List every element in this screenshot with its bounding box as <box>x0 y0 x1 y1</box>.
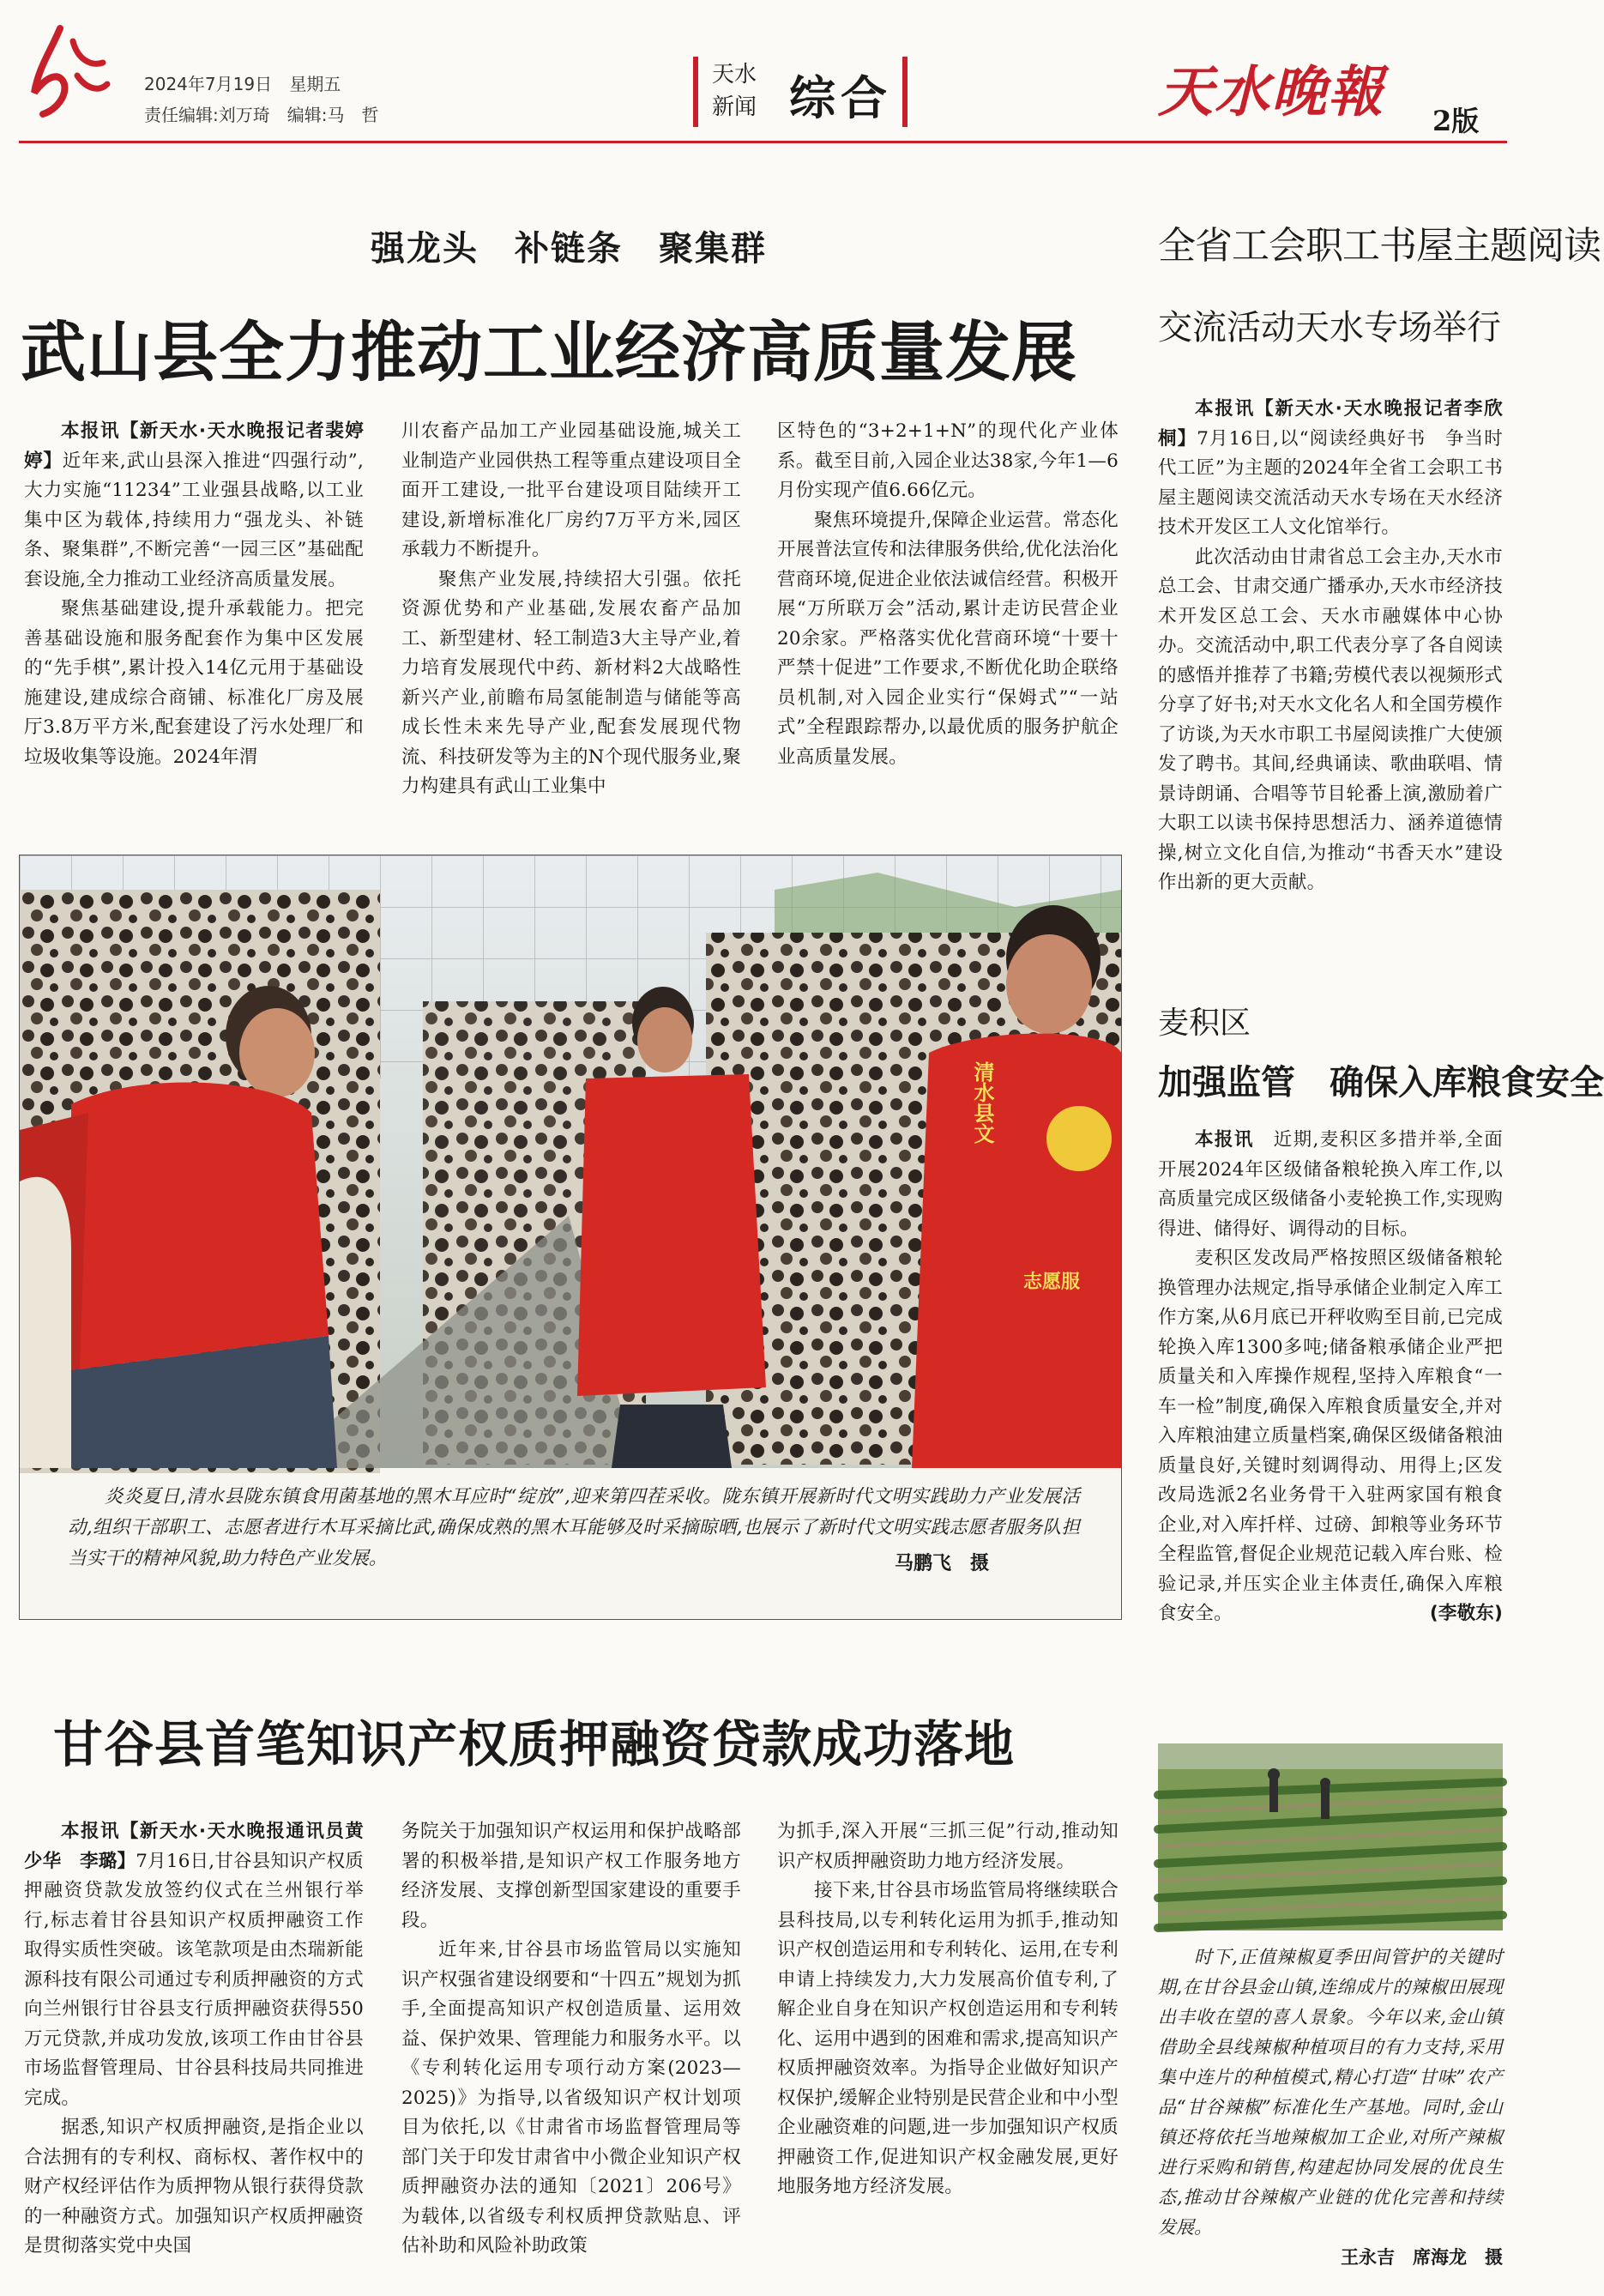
grain-section-label: 麦积区 <box>1158 1006 1251 1041</box>
reading-body <box>1158 395 1503 898</box>
reading-headline-line2: 交流活动天水专场举行 <box>1158 308 1501 347</box>
paragraph: 接下来,甘谷县市场监管局将继续联合县科技局,以专利转化运用为抓手,推动知识产权创造运用和专利转化、运用,在专利申请上持续发力,大力发展高价值专利,了解企业自身在知识产权创造运用和专利转化、运用中遇到的困难和需求,提高知识产权质押融资效率。为指导企业做好知识产权保护,缓解企业特别是民营企业和中小型企业融资难的问题,进一步加强知识产权质押融资工作,促进知识产权金融发展,更好地服务地方经济发展。 <box>777 1880 1119 2197</box>
vest-label-center: 清水县文 <box>970 1061 995 1144</box>
paragraph: 聚焦产业发展,持续招大引强。依托资源优势和产业基础,发展农畜产品加工、新型建材、轻工制造3大主导产业,着力培育发展现代中药、新材料2大战略性新兴产业,前瞻布局氢能制造与储能等高成长性未来先导产业,配套发展现代物流、科技研发等为主的N个现代服务业,聚力构建具有武山工业集中 <box>401 568 741 797</box>
paragraph: 7月16日,甘谷县知识产权质押融资贷款发放签约仪式在兰州银行举行,标志着甘谷县知识产权质押融资工作取得实质性突破。该笔款项是由杰瑞新能源科技有限公司通过专利质押融资的方式向兰州银行甘谷县支行质押融资获得550万元贷款,并成功发放,该项工作由甘谷县市场监督管理局、甘谷县科技局共同推进完成。 <box>24 1850 364 2109</box>
paragraph: 此次活动由甘肃省总工会主办,天水市总工会、甘肃交通广播承办,天水市经济技术开发区总工会、天水市融媒体中心协办。交流活动中,职工代表分享了各自阅读的感悟并推荐了书籍;劳模代表以视频形式分享了好书;对天水文化名人和全国劳模作了访谈,为天水市职工书屋阅读推广大使颁发了聘书。其间,经典诵读、歌曲联唱、情景诗朗诵、合唱等节目轮番上演,激励着广大职工以读书保持思想活力、涵养道德情操,树立文化自信,为推动“书香天水”建设作出新的更大贡献。 <box>1158 546 1503 893</box>
reading-headline-line1: 全省工会职工书屋主题阅读 <box>1158 224 1601 268</box>
section-name: 综合 <box>789 70 892 125</box>
paragraph: 务院关于加强知识产权运用和保护战略部署的积极举措,是知识产权工作服务地方经济发展、支撑创新型国家建设的重要手段。 <box>401 1821 741 1931</box>
issue-date <box>144 70 341 95</box>
page-number: 2版 <box>1432 105 1480 137</box>
ip-col-3 <box>777 1817 1119 2202</box>
section-tag-bar-right <box>902 57 908 127</box>
paragraph: 7月16日,以“阅读经典好书 争当时代工匠”为主题的2024年全省工会职工书屋主题阅读交流活动天水专场在天水经济技术开发区工人文化馆举行。 <box>1158 427 1503 538</box>
section-tag-bar-left <box>693 57 698 127</box>
grain-author: (李敬东) <box>1429 1603 1503 1624</box>
photo-block-fungus <box>19 855 1122 1620</box>
pepper-credit: 王永吉 席海龙 摄 <box>1341 2247 1503 2268</box>
masthead <box>0 0 1526 146</box>
article-kicker: 强龙头 补链条 聚集群 <box>371 228 767 269</box>
date-text: 2024年7月19日 <box>144 74 273 94</box>
pepper-field-photo <box>1158 1743 1503 1930</box>
grain-body <box>1158 1126 1503 1629</box>
ip-col-2 <box>401 1817 741 2262</box>
paragraph: 麦积区发改局严格按照区级储备粮轮换管理办法规定,指导承储企业制定入库工作方案,从6月底已开秤收购至目前,已完成轮换入库1300多吨;储备粮承储企业严把质量关和入库操作规程,坚持入库粮食“一车一检”制度,确保入库粮食质量安全,并对入库粮油建立质量档案,确保区级储备粮油质量良好,关键时刻调得动、用得上;区发改局选派2名业务骨干入驻两家国有粮食企业,对入库扦样、过磅、卸粮等业务环节全程监管,督促企业规范记载入库台账、检验记录,并压实企业主体责任,确保入库粮食安全。 <box>1158 1248 1503 1624</box>
paragraph: 近期,麦积区多措并举,全面开展2024年区级储备粮轮换入库工作,以高质量完成区级储备小麦轮换工作,实现购得进、储得好、调得动的目标。 <box>1158 1129 1503 1240</box>
paragraph: 近年来,武山县深入推进“四强行动”,大力实施“11234”工业强县战略,以工业集中区为载体,持续用力“强龙头、补链条、聚集群”,不断完善“一园三区”基础配套设施,全力推动工业经济高质量发展。 <box>24 450 364 590</box>
section-tag <box>712 58 757 124</box>
paragraph: 据悉,知识产权质押融资,是指企业以合法拥有的专利权、商标权、著作权中的财产权经评估作为质押物从银行获得贷款的一种融资方式。加强知识产权质押融资是贯彻落实党中央国 <box>24 2117 364 2257</box>
right-column <box>1149 154 1604 2296</box>
reading-byline: 本报讯【新天水·天水晚报记者李欣桐】 <box>1158 398 1503 450</box>
ip-col-1 <box>24 1817 364 2262</box>
editors-line: 责任编辑:刘万琦 编辑:马 哲 <box>144 105 379 125</box>
article-ip <box>19 1682 1134 2296</box>
paragraph: 聚焦基础建设,提升承载能力。把完善基础设施和服务配套作为集中区发展的“先手棋”,累计投入14亿元用于基础设施建设,建成综合商铺、标准化厂房及展厅3.8万平方米,配套建设了污水处理厂和垃圾收集等设施。2024年渭 <box>24 598 364 768</box>
pepper-caption <box>1158 1943 1503 2273</box>
section-tag-line1: 天水 <box>712 62 757 88</box>
weekday-text: 星期五 <box>289 74 341 94</box>
paper-name: 天水晚報 <box>1158 60 1384 124</box>
section-tag-line2: 新闻 <box>712 94 757 120</box>
article-wushan <box>19 154 1134 841</box>
caption-text: 时下,正值辣椒夏季田间管护的关键时期,在甘谷县金山镇,连绵成片的辣椒田展现出丰收在望的喜人景象。今年以来,金山镇借助全县线辣椒种植项目的有力支持,采用集中连片的种植模式,精心打造“甘味”农产品“甘谷辣椒”标准化生产基地。同时,金山镇还将依托当地辣椒加工企业,对所产辣椒进行采购和销售,构建起协同发展的优良生态,推动甘谷辣椒产业链的优化完善和持续发展。 <box>1158 1947 1503 2238</box>
photo-block-pepper <box>1158 1743 1503 2293</box>
paragraph: 川农畜产品加工产业园基础设施,城关工业制造产业园供热工程等重点建设项目全面开工建设,一批平台建设项目陆续开工建设,新增标准化厂房约7万平方米,园区承载力不断提升。 <box>401 420 741 560</box>
fungus-photo <box>20 855 1121 1468</box>
ip-byline: 本报讯【新天水·天水晚报通讯员黄少华 李璐】 <box>24 1821 364 1872</box>
caption-text: 炎炎夏日,清水县陇东镇食用菌基地的黑木耳应时“绽放”,迎来第四茬采收。陇东镇开展新时代文明实践助力产业发展活动,组织干部职工、志愿者进行木耳采摘比武,确保成熟的黑木耳能够及时采摘晾晒,也展示了新时代文明实践志愿者服务队担当实干的精神风貌,助力特色产业发展。 <box>68 1486 1080 1569</box>
vest-label-bottom: 志愿服 <box>1023 1271 1081 1293</box>
article-byline: 本报讯【新天水·天水晚报记者裴婷婷】 <box>24 420 364 472</box>
paragraph: 为抓手,深入开展“三抓三促”行动,推动知识产权质押融资助力地方经济发展。 <box>777 1821 1119 1872</box>
logo-icon <box>26 24 112 118</box>
paragraph: 聚焦环境提升,保障企业运营。常态化开展普法宣传和法律服务供给,优化法治化营商环境,促进企业依法诚信经营。积极开展“万所联万会”活动,累计走访民营企业20余家。严格落实优化营商环境“十要十严禁十促进”工作要求,不断优化助企联络员机制,对入园企业实行“保姆式”“一站式”全程跟踪帮办,以最优质的服务护航企业高质量发展。 <box>777 509 1119 768</box>
grain-byline: 本报讯 <box>1195 1129 1254 1151</box>
ip-headline: 甘谷县首笔知识产权质押融资贷款成功落地 <box>53 1715 1016 1773</box>
wushan-col-2 <box>401 417 741 802</box>
article-headline: 武山县全力推动工业经济高质量发展 <box>21 314 1077 390</box>
wushan-col-1 <box>24 417 364 772</box>
wushan-col-3 <box>777 417 1119 772</box>
masthead-rule <box>19 141 1507 143</box>
paragraph: 近年来,甘谷县市场监管局以实施知识产权强省建设纲要和“十四五”规划为抓手,全面提高知识产权创造质量、运用效益、保护效果、管理能力和服务水平。以《专利转化运用专项行动方案(2023—2025)》为指导,以省级知识产权计划项目为依托,以《甘肃省市场监督管理局等部门关于印发甘肃省中小微企业知识产权质押融资办法的通知〔2021〕206号》为载体,以省级专利权质押贷款贴息、评估补助和风险补助政策 <box>401 1939 741 2257</box>
paragraph: 区特色的“3+2+1+N”的现代化产业体系。截至目前,入园企业达38家,今年1—6月份实现产值6.66亿元。 <box>777 420 1119 501</box>
grain-headline: 加强监管 确保入库粮食安全 <box>1158 1063 1604 1103</box>
photo-credit: 马鹏飞 摄 <box>895 1553 990 1574</box>
